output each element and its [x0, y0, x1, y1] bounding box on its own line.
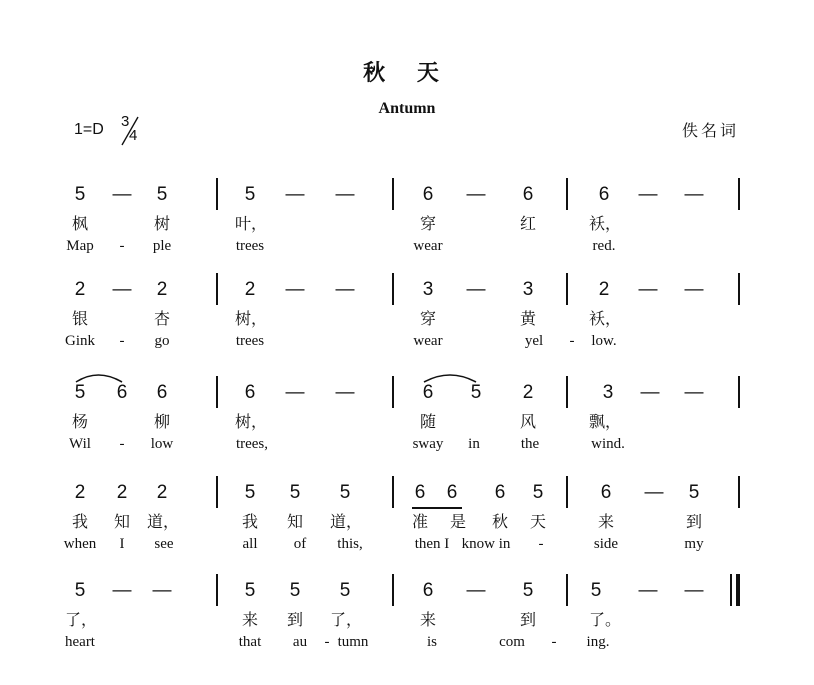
lyric-chinese: 叶， [235, 214, 268, 233]
lyric-english: - [538, 536, 544, 552]
lyric-chinese: 银 [71, 309, 88, 328]
lyric-english: - [119, 436, 125, 452]
lyric-chinese: 柳 [153, 412, 170, 431]
lyric-chinese: 道， [147, 512, 180, 531]
song-title: 秋 天 [363, 60, 451, 86]
dash-mark: — [644, 482, 664, 503]
lyric-english: - [119, 238, 125, 254]
note-number: 2 [244, 279, 256, 300]
note-number: 3 [422, 279, 434, 300]
dash-mark: — [638, 279, 658, 300]
lyric-english: Map [66, 238, 94, 254]
dash-mark: — [335, 382, 355, 403]
note-number: 2 [156, 482, 168, 503]
lyric-english: side [593, 536, 619, 552]
note-number: 6 [422, 184, 434, 205]
lyric-chinese: 杏 [153, 309, 170, 328]
key-signature: 1=D [74, 121, 104, 138]
lyric-english: ple [152, 238, 172, 254]
lyric-chinese: 天 [529, 512, 546, 531]
dash-mark: — [638, 580, 658, 601]
note-number: 6 [494, 482, 506, 503]
lyric-english: com [499, 634, 525, 650]
lyric-english: low [150, 436, 174, 452]
note-number: 5 [590, 580, 602, 601]
lyric-english: this, [337, 536, 363, 552]
note-number: 2 [522, 382, 534, 403]
note-number: 6 [600, 482, 612, 503]
lyric-english: trees, [235, 436, 269, 452]
note-number: 3 [522, 279, 534, 300]
dash-mark: — [285, 279, 305, 300]
lyric-english: ing. [586, 634, 610, 650]
note-number: 2 [74, 482, 86, 503]
lyric-english: of [293, 536, 307, 552]
lyric-chinese: 我 [241, 512, 258, 531]
note-number: 6 [414, 482, 426, 503]
lyric-chinese: 准 [411, 512, 428, 531]
lyric-english: that [238, 634, 262, 650]
lyric-chinese: 随 [419, 412, 436, 431]
lyric-chinese: 了， [65, 610, 98, 629]
dash-mark: — [285, 184, 305, 205]
lyric-chinese: 杨 [71, 412, 88, 431]
dash-mark: — [112, 184, 132, 205]
note-number: 5 [244, 482, 256, 503]
dash-mark: — [285, 382, 305, 403]
lyric-chinese: 枫 [71, 214, 88, 233]
lyric-chinese: 来 [241, 610, 258, 629]
note-number: 5 [74, 580, 86, 601]
lyric-english: I [119, 536, 125, 552]
lyric-english: heart [65, 634, 95, 650]
lyric-english: red. [592, 238, 616, 254]
lyric-english: tumn [337, 634, 369, 650]
dash-mark: — [684, 382, 704, 403]
dash-mark: — [112, 580, 132, 601]
note-number: 5 [339, 580, 351, 601]
lyric-english: - [569, 333, 575, 349]
lyric-chinese: 我 [71, 512, 88, 531]
lyric-english: then I [414, 536, 450, 552]
note-number: 2 [156, 279, 168, 300]
dash-mark: — [640, 382, 660, 403]
lyric-chinese: 道， [330, 512, 363, 531]
note-number: 5 [532, 482, 544, 503]
dash-mark: — [112, 279, 132, 300]
note-number: 5 [470, 382, 482, 403]
note-number: 5 [244, 184, 256, 205]
lyric-chinese: 风 [519, 412, 536, 431]
dash-mark: — [335, 279, 355, 300]
dash-mark: — [684, 580, 704, 601]
time-numerator: 3 [121, 113, 130, 130]
lyric-english: my [684, 536, 704, 552]
dash-mark: — [152, 580, 172, 601]
note-number: 6 [598, 184, 610, 205]
lyric-chinese: 袄， [589, 309, 622, 328]
lyric-chinese: 知 [113, 512, 130, 531]
lyric-english: Gink [65, 333, 95, 349]
lyric-chinese: 红 [519, 214, 536, 233]
lyric-english: - [551, 634, 557, 650]
slur-mark [76, 375, 122, 382]
lyric-english: Wil [69, 436, 91, 452]
note-number: 5 [289, 580, 301, 601]
lyric-english: the [520, 436, 540, 452]
lyric-english: au [292, 634, 308, 650]
lyric-english: all [242, 536, 258, 552]
lyric-english: see [154, 536, 174, 552]
lyric-chinese: 是 [449, 512, 466, 531]
note-number: 5 [522, 580, 534, 601]
note-number: 5 [74, 184, 86, 205]
lyric-chinese: 穿 [419, 309, 436, 328]
note-number: 5 [74, 382, 86, 403]
note-number: 6 [116, 382, 128, 403]
lyric-chinese: 飘， [589, 412, 622, 431]
song-subtitle: Antumn [378, 100, 436, 117]
note-number: 6 [446, 482, 458, 503]
dash-mark: — [684, 184, 704, 205]
lyric-english: when [63, 536, 97, 552]
note-number: 2 [598, 279, 610, 300]
lyric-chinese: 树， [235, 309, 268, 328]
note-number: 6 [422, 580, 434, 601]
lyric-english: go [154, 333, 170, 349]
lyric-english: sway [412, 436, 444, 452]
lyric-english: low. [591, 333, 617, 349]
lyric-english: wind. [591, 436, 625, 452]
lyric-chinese: 树 [153, 214, 170, 233]
dash-mark: — [684, 279, 704, 300]
lyric-english: trees [235, 238, 265, 254]
lyricist-credit: 佚名词 [682, 121, 740, 140]
note-number: 5 [244, 580, 256, 601]
note-number: 6 [244, 382, 256, 403]
note-number: 6 [522, 184, 534, 205]
lyric-chinese: 秋 [491, 512, 508, 531]
lyric-chinese: 知 [286, 512, 303, 531]
dash-mark: — [335, 184, 355, 205]
note-number: 6 [156, 382, 168, 403]
note-number: 5 [289, 482, 301, 503]
dash-mark: — [466, 279, 486, 300]
lyric-chinese: 了， [330, 610, 363, 629]
lyric-english: yel [524, 333, 544, 349]
lyric-english: wear [413, 238, 443, 254]
note-number: 5 [339, 482, 351, 503]
lyric-chinese: 来 [597, 512, 614, 531]
note-number: 5 [688, 482, 700, 503]
lyric-chinese: 黄 [519, 309, 536, 328]
lyric-english: trees [235, 333, 265, 349]
time-denominator: 4 [129, 127, 138, 144]
dash-mark: — [466, 184, 486, 205]
note-number: 3 [602, 382, 614, 403]
lyric-chinese: 树， [235, 412, 268, 431]
note-number: 2 [116, 482, 128, 503]
lyric-english: wear [413, 333, 443, 349]
dash-mark: — [466, 580, 486, 601]
note-number: 6 [422, 382, 434, 403]
lyric-chinese: 到 [519, 610, 536, 629]
lyric-english: - [119, 333, 125, 349]
lyric-english: in [468, 436, 480, 452]
lyric-chinese: 来 [419, 610, 436, 629]
dash-mark: — [638, 184, 658, 205]
note-number: 5 [156, 184, 168, 205]
lyric-chinese: 到 [286, 610, 303, 629]
lyric-chinese: 到 [685, 512, 702, 531]
lyric-chinese: 穿 [419, 214, 436, 233]
lyric-english: know in [461, 536, 511, 552]
lyric-english: is [426, 634, 437, 650]
slur-mark [424, 375, 476, 382]
note-number: 2 [74, 279, 86, 300]
lyric-chinese: 袄， [589, 214, 622, 233]
lyric-english: - [324, 634, 330, 650]
lyric-chinese: 了。 [589, 610, 622, 629]
